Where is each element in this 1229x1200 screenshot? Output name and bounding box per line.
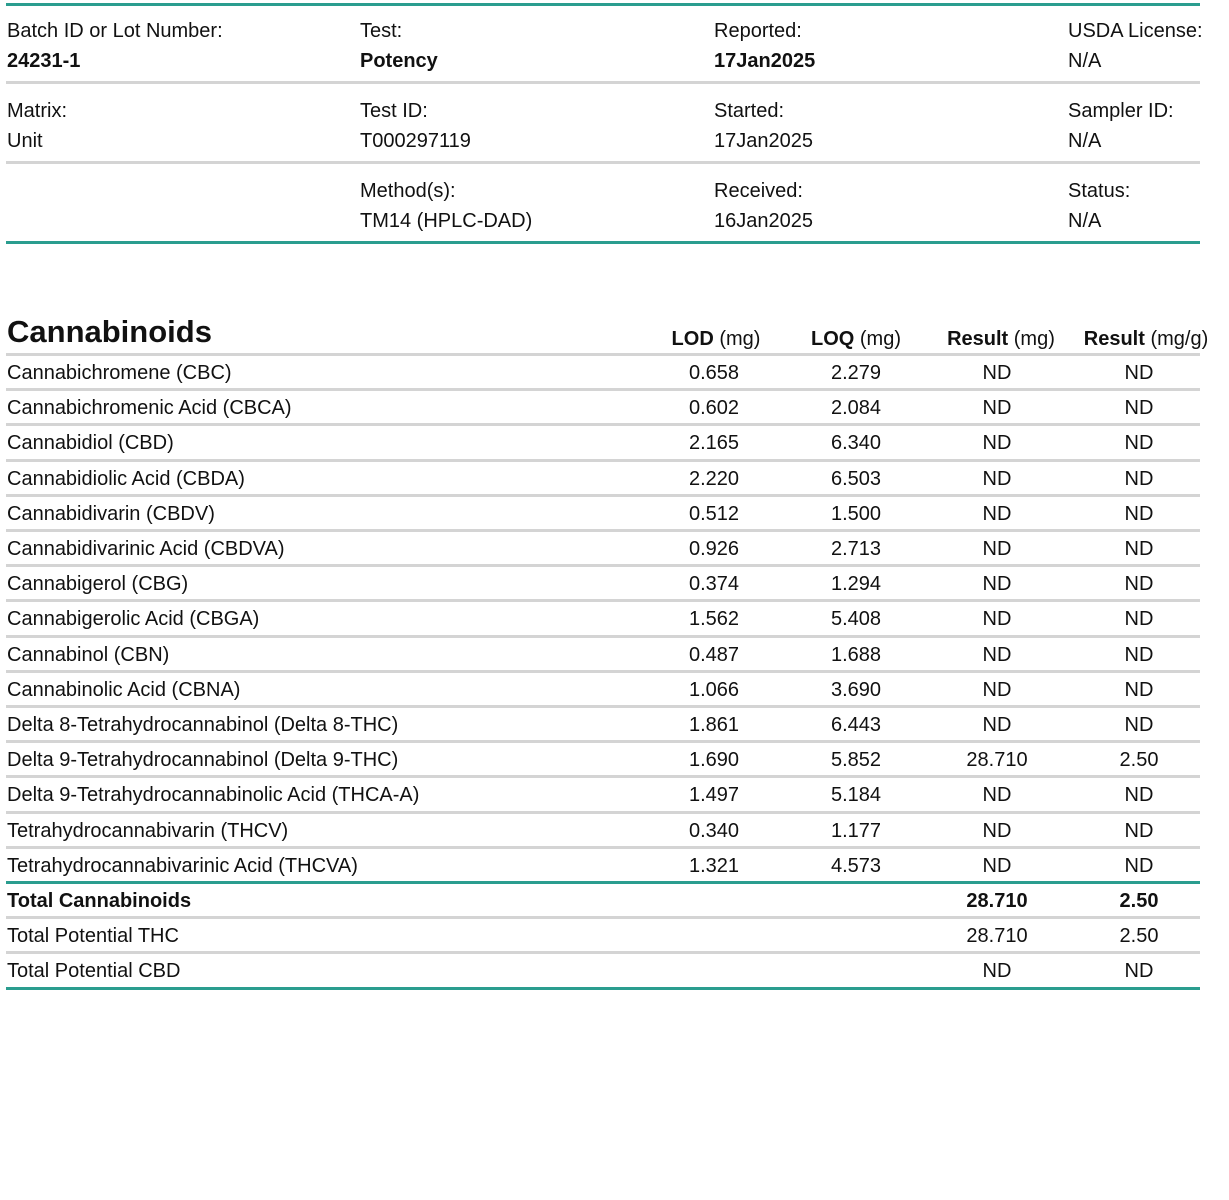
table-row — [6, 462, 1200, 497]
result-mgg-value: ND — [1124, 643, 1154, 666]
matrix-cell — [7, 96, 67, 156]
received-value: 16Jan2025 — [714, 210, 813, 232]
total-result-mg: ND — [982, 960, 1012, 983]
result-mg-value: ND — [982, 538, 1012, 560]
result-mg-value: 28.710 — [966, 749, 1028, 772]
result-mgg-value: 2.50 — [1119, 749, 1159, 772]
lod-value: 0.658 — [688, 362, 740, 384]
analyte-name: Delta 9-Tetrahydrocannabinol (Delta 9-THC) — [7, 749, 399, 772]
result-mgg-value: ND — [1124, 362, 1154, 384]
loq-value: 2.713 — [830, 538, 882, 560]
table-row — [6, 497, 1200, 532]
test-id-value: T000297119 — [360, 130, 471, 152]
analyte-name: Tetrahydrocannabivarin (THCV) — [7, 819, 289, 842]
analyte-name: Delta 9-Tetrahydrocannabinolic Acid (THCA-A) — [7, 784, 420, 807]
table-row — [6, 814, 1200, 849]
table-row — [6, 849, 1200, 884]
sampler-id-value: N/A — [1068, 130, 1102, 152]
batch-id-value: 24231-1 — [7, 50, 81, 72]
loq-value: 1.294 — [830, 573, 882, 596]
analyte-name: Cannabidiol (CBD) — [7, 432, 174, 455]
header-result-mg — [911, 324, 1091, 354]
table-row — [6, 778, 1200, 813]
usda-license-cell — [1068, 16, 1203, 76]
total-result-mg: 28.710 — [966, 890, 1028, 912]
test-value: Potency — [360, 50, 438, 72]
loq-value: 6.503 — [830, 467, 882, 490]
status-value: N/A — [1068, 210, 1102, 232]
header-loq-unit: (mg) — [854, 328, 901, 350]
result-mg-value: ND — [982, 678, 1012, 701]
loq-value: 6.443 — [830, 714, 882, 736]
lod-value: 0.340 — [688, 819, 740, 842]
result-mg-value: ND — [982, 432, 1012, 455]
result-mgg-value: ND — [1124, 678, 1154, 701]
analyte-name: Cannabidivarinic Acid (CBDVA) — [7, 538, 285, 560]
result-mg-value: ND — [982, 854, 1012, 877]
reported-label: Reported: — [714, 20, 802, 42]
matrix-value: Unit — [7, 130, 43, 152]
total-row — [6, 884, 1200, 919]
analyte-name: Cannabichromene (CBC) — [7, 362, 232, 384]
analyte-name: Cannabidiolic Acid (CBDA) — [7, 467, 245, 490]
header-result-mgg — [1066, 324, 1226, 354]
bottom-divider — [6, 241, 1200, 244]
total-name: Total Cannabinoids — [7, 890, 192, 912]
result-mgg-value: ND — [1124, 784, 1154, 807]
loq-value: 4.573 — [830, 854, 882, 877]
table-row — [6, 673, 1200, 708]
result-mg-value: ND — [982, 819, 1012, 842]
lod-value: 0.926 — [688, 538, 740, 560]
table-row — [6, 532, 1200, 567]
loq-value: 6.340 — [830, 432, 882, 455]
lod-value: 1.066 — [688, 678, 740, 701]
loq-value: 2.084 — [830, 397, 882, 420]
table-row — [6, 567, 1200, 602]
usda-license-value: N/A — [1068, 50, 1102, 72]
test-id-cell — [360, 96, 471, 156]
result-mgg-value: ND — [1124, 714, 1154, 736]
total-name: Total Potential CBD — [7, 960, 181, 983]
batch-id-cell — [7, 16, 223, 76]
loq-value: 1.500 — [830, 502, 882, 525]
lod-value: 1.562 — [688, 608, 740, 631]
started-cell — [714, 96, 813, 156]
header-lod-unit: (mg) — [713, 328, 761, 350]
test-cell — [360, 16, 438, 76]
result-mg-value: ND — [982, 608, 1012, 631]
lod-value: 1.861 — [688, 714, 740, 736]
header-result-mgg-bold: Result — [1083, 328, 1145, 350]
loq-value: 1.177 — [830, 819, 882, 842]
matrix-label: Matrix: — [7, 100, 67, 122]
total-row — [6, 919, 1200, 954]
analyte-name: Cannabidivarin (CBDV) — [7, 502, 215, 525]
reported-cell — [714, 16, 815, 76]
table-row — [6, 356, 1200, 391]
lod-value: 2.220 — [688, 467, 740, 490]
total-row — [6, 954, 1200, 989]
loq-value: 5.184 — [830, 784, 882, 807]
sampler-id-label: Sampler ID: — [1068, 100, 1174, 122]
total-result-mgg: ND — [1124, 960, 1154, 983]
lod-value: 0.374 — [688, 573, 740, 596]
received-cell — [714, 176, 813, 236]
table-row — [6, 638, 1200, 673]
status-cell — [1068, 176, 1130, 236]
analyte-name: Cannabinolic Acid (CBNA) — [7, 678, 241, 701]
total-name: Total Potential THC — [7, 925, 179, 948]
info-row-3 — [6, 164, 1200, 244]
result-mg-value: ND — [982, 467, 1012, 490]
result-mg-value: ND — [982, 573, 1012, 596]
reported-value: 17Jan2025 — [714, 50, 816, 72]
lod-value: 1.497 — [688, 784, 740, 807]
total-result-mgg: 2.50 — [1119, 925, 1159, 948]
usda-license-label: USDA License: — [1068, 20, 1203, 42]
analyte-name: Cannabigerol (CBG) — [7, 573, 189, 596]
result-mg-value: ND — [982, 502, 1012, 525]
result-mgg-value: ND — [1124, 432, 1154, 455]
batch-id-label: Batch ID or Lot Number: — [7, 20, 223, 42]
total-result-mgg: 2.50 — [1119, 890, 1159, 912]
method-value: TM14 (HPLC-DAD) — [360, 210, 533, 232]
loq-value: 5.852 — [830, 749, 882, 772]
loq-value: 2.279 — [830, 362, 882, 384]
lod-value: 1.690 — [688, 749, 740, 772]
result-mgg-value: ND — [1124, 538, 1154, 560]
table-row — [6, 426, 1200, 461]
analyte-name: Tetrahydrocannabivarinic Acid (THCVA) — [7, 854, 358, 877]
loq-value: 3.690 — [830, 678, 882, 701]
analyte-name: Cannabigerolic Acid (CBGA) — [7, 608, 260, 631]
total-result-mg: 28.710 — [966, 925, 1028, 948]
header-result-mg-unit: (mg) — [1008, 328, 1055, 350]
lod-value: 0.487 — [688, 643, 740, 666]
info-row-2 — [6, 84, 1200, 164]
lod-value: 1.321 — [688, 854, 740, 877]
table-row — [6, 602, 1200, 637]
status-label: Status: — [1068, 180, 1131, 202]
result-mg-value: ND — [982, 643, 1012, 666]
table-row — [6, 391, 1200, 426]
method-cell — [360, 176, 532, 236]
result-mg-value: ND — [982, 362, 1012, 384]
started-label: Started: — [714, 100, 785, 122]
lod-value: 0.602 — [688, 397, 740, 420]
section-title: Cannabinoids — [7, 314, 212, 349]
result-mgg-value: ND — [1124, 397, 1154, 420]
lod-value: 0.512 — [688, 502, 740, 525]
info-row-1 — [6, 4, 1203, 84]
received-label: Received: — [714, 180, 803, 202]
result-mgg-value: ND — [1124, 467, 1154, 490]
row-divider — [6, 987, 1200, 990]
header-result-mg-bold: Result — [947, 328, 1009, 350]
analyte-name: Cannabichromenic Acid (CBCA) — [7, 397, 292, 420]
result-mgg-value: ND — [1124, 608, 1154, 631]
loq-value: 1.688 — [830, 643, 882, 666]
result-mgg-value: ND — [1124, 573, 1154, 596]
result-mg-value: ND — [982, 714, 1012, 736]
analyte-name: Cannabinol (CBN) — [7, 643, 170, 666]
started-value: 17Jan2025 — [714, 130, 813, 152]
header-result-mgg-unit: (mg/g) — [1144, 328, 1209, 350]
result-mgg-value: ND — [1124, 819, 1154, 842]
result-mgg-value: ND — [1124, 854, 1154, 877]
result-mgg-value: ND — [1124, 502, 1154, 525]
lod-value: 2.165 — [688, 432, 740, 455]
header-loq-bold: LOQ — [810, 328, 855, 350]
table-row — [6, 743, 1200, 778]
result-mg-value: ND — [982, 397, 1012, 420]
test-label: Test: — [360, 20, 403, 42]
result-mg-value: ND — [982, 784, 1012, 807]
header-lod-bold: LOD — [671, 328, 714, 350]
sampler-id-cell — [1068, 96, 1174, 156]
table-row — [6, 708, 1200, 743]
analyte-name: Delta 8-Tetrahydrocannabinol (Delta 8-THC) — [7, 714, 399, 736]
test-id-label: Test ID: — [360, 100, 428, 122]
method-label: Method(s): — [360, 180, 456, 202]
loq-value: 5.408 — [830, 608, 882, 631]
